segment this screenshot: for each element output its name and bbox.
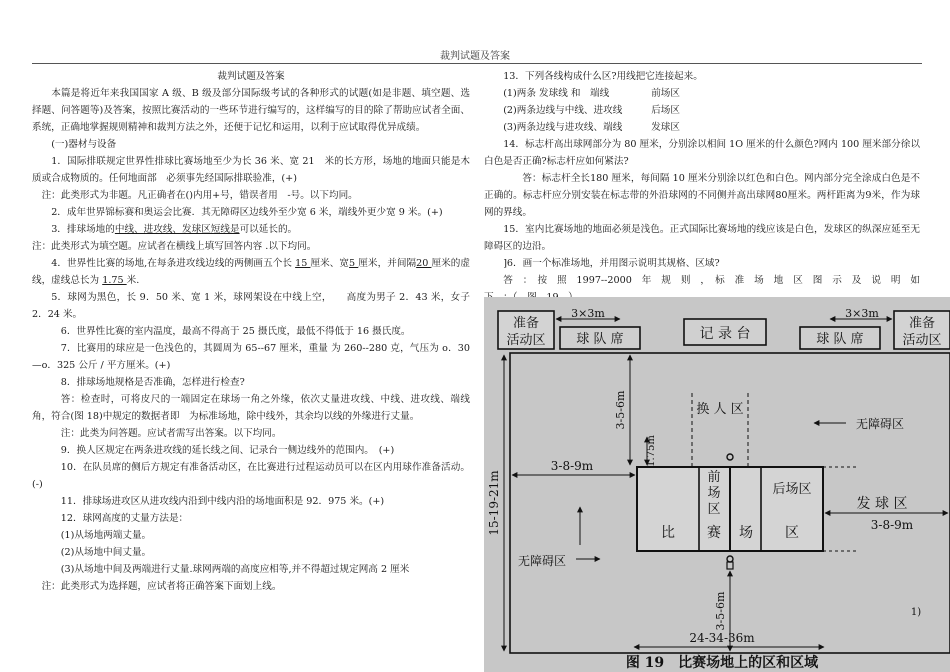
back-zone-label: 后场区 — [772, 482, 812, 497]
warmup-right-line2: 活动区 — [902, 333, 942, 348]
match-left: (3)两条边线与进攻线、端线 — [503, 122, 623, 133]
first-referee-mark — [727, 556, 733, 562]
match-left: (2)两条边线与中线、进攻线 — [503, 105, 623, 116]
scorer-table-label: 记 录 台 — [699, 326, 751, 342]
q3-text-post: 可以延长的。 — [239, 224, 298, 235]
option-12-1: (1)从场地两端丈量。 — [60, 530, 152, 541]
front-zone-3: 区 — [707, 502, 721, 517]
court-label-3: 场 — [739, 525, 753, 541]
bench-right-label: 球 队 席 — [816, 332, 864, 347]
header-rule — [32, 63, 922, 64]
dim-356-top: 3-5-6m — [614, 390, 627, 430]
substitution-zone-label: 换 人 区 — [696, 402, 744, 417]
free-zone-label-top: 无障碍区 — [855, 417, 905, 431]
figure-side-number: 1) — [910, 607, 922, 618]
dim-356-bottom: 3-5-6m — [714, 591, 727, 631]
q4-text: 厘米、宽 — [310, 258, 350, 269]
question-8: 8．排球场地规格是否准确，怎样进行检查? — [60, 377, 245, 388]
right-column — [484, 68, 920, 306]
option-12-2: (2)从场地中间丈量。 — [60, 547, 152, 558]
q3-text-pre: 3．排球场地的 — [51, 224, 115, 235]
answer-14: 答：标志杆全长180 厘米，每间隔 10 厘米分别涂以红色和白色。网内部分完全涂成白色是不正确的。标志杆应分别安装在标志带的外沿球网的不同侧并高出球网80厘米。两杆距离为9米，作为球网的界线。 — [484, 173, 920, 218]
match-row — [484, 102, 920, 119]
question-6: 6．世界性比赛的室内温度，最高不得高于 25 摄氏度，最低不得低于 16 摄氏度。 — [60, 326, 411, 337]
note-12: 注：此类形式为选择题，应试者将正确答案下面划上线。 — [41, 581, 282, 592]
dim-24-34-36: 24-34-36m — [689, 631, 755, 645]
document-title: 裁判试题及答案 — [217, 71, 285, 82]
question-11: 11．排球场进攻区从进攻线内沿到中线内沿的场地面积是 92．975 米。(+) — [60, 496, 385, 507]
q4-blank-width: 5 — [349, 258, 359, 269]
q4-blank-gap: 20 — [416, 258, 432, 269]
intro-paragraph: 本篇是将近年来我国国家 A 级、B 级及部分国际级考试的各种形式的试题(如是非题、填空题、选择题、问答题等)及答案，按照比赛活动的一些环节进行编写的，这样编写的目的除了帮助应试者全面、系统，正确地掌握规则精神和裁判方法之外，还便于记忆和运用，以利于应试取得优异成绩。 — [32, 88, 470, 133]
question-4 — [32, 255, 470, 289]
court-diagram-figure — [484, 297, 950, 672]
section-heading: (一)器材与设备 — [51, 139, 117, 150]
warmup-left-line1: 准备 — [512, 316, 540, 331]
warmup-right-line1: 准备 — [908, 316, 936, 331]
q3-underlined: 中线、进攻线、发球区短线是 — [114, 224, 240, 235]
warmup-left-line2: 活动区 — [506, 333, 546, 348]
figure-caption: 图 19 比赛场地上的区和区域 — [625, 655, 819, 671]
question-14: 14．标志杆高出球网部分为 80 厘米，分别涂以相间 1O 厘米的什么颜色?网内 100 厘米部分徐以白色是否正确?标志杆应如何紧法? — [484, 139, 920, 167]
dim-175: 1.75m — [646, 435, 657, 467]
dim-389-left: 3-8-9m — [550, 459, 594, 473]
q4-text: 4．世界性比赛的场地,在每条进攻线边线的两侧画五个长 — [51, 258, 296, 269]
court-label-4: 区 — [785, 525, 799, 541]
answer-16: 答 ： 按 照 1997--2000 年 规 则 ， 标 准 场 地 区 图 示 及 说 明 如 — [503, 275, 920, 286]
question-2: 2．成年世界锦标赛和奥运会比赛．其无障碍区边线外至少宽 6 米，端线外更少宽 9 米。(+) — [51, 207, 443, 218]
note-3: 注：此类形式为填空题。应试者在横线上填写回答内容 .以下均同。 — [32, 241, 317, 252]
serve-zone-label: 发 球 区 — [856, 496, 908, 512]
question-10: 10．在队员席的侧后方规定有准备活动区，在比赛进行过程运动员可以在区内用球作准备活动。(-) — [32, 462, 470, 490]
answer-8: 答：检查时，可将皮尺的一端固定在球场一角之外缘，依次丈量进攻线、中线、进攻线、端线角，符合(图 18)中规定的数据者即 为标准场地，除中线外，其余均以线的外缘进行丈量。 — [32, 394, 470, 422]
q4-blank-length: 15 — [295, 258, 311, 269]
match-right: 前场区 — [651, 88, 680, 99]
question-15: 15．室内比赛场地的地面必须是浅色。正式国际比赛场地的线应该是白色，发球区的纵深应延至无障碍区的边沿。 — [484, 224, 920, 252]
dim-15-19-21: 15-19-21m — [487, 470, 501, 536]
match-row — [484, 119, 920, 136]
bench-left-label: 球 队 席 — [576, 332, 624, 347]
question-7: 7．比赛用的球应是一色浅色的，其圆周为 65--67 厘米，重量 为 260--280 克，气压为 o．30—o．325 公斤 / 平方厘米。(+) — [32, 343, 470, 371]
match-row — [484, 85, 920, 102]
dim-3x3-left: 3×3m — [571, 307, 605, 320]
question-9: 9．换人区规定在两条进攻线的延长线之间、记录台一侧边线外的范围内。 (+) — [60, 445, 395, 456]
court-label-2: 赛 — [707, 525, 721, 541]
note-8: 注：此类为问答题。应试者需写出答案。以下均同。 — [60, 428, 282, 439]
q4-text: 米. — [126, 275, 140, 286]
question-1: 1．国际排联规定世界性排球比赛场地至少为长 36 米、宽 21 米的长方形，场地的地面只能是木质或合成物质的。任何地面部 必须事先经国际排联验准，(+) — [32, 156, 470, 184]
option-12-3: (3)从场地中间及两端进行丈量.球网两端的高度应相等,并不得超过规定网高 2 厘米 — [60, 564, 410, 575]
match-left: (1)两条 发球线 和 端线 — [503, 88, 610, 99]
free-zone-label-bottom: 无障碍区 — [517, 554, 567, 568]
second-referee-mark — [727, 454, 733, 460]
note-1: 注：此类形式为非题。凡正确者在()内用+号，错误者用 -号。以下均同。 — [41, 190, 358, 201]
question-13: 13．下列各线构成什么区?用线把它连接起来。 — [503, 71, 703, 82]
dim-3x3-right: 3×3m — [845, 307, 879, 320]
running-header: 裁判试题及答案 — [440, 51, 510, 62]
court-label-1: 比 — [661, 525, 675, 541]
question-16: ]6．画一个标准场地，并用图示说明其规格、区域? — [503, 258, 720, 269]
question-12: 12．球网高度的丈量方法是： — [60, 513, 189, 524]
question-3 — [32, 221, 470, 238]
front-zone-1: 前 — [707, 470, 721, 485]
match-right: 发球区 — [651, 122, 680, 133]
q4-text: 厘米的虚线，虚线总长为 — [32, 258, 471, 286]
q4-text: 厘米，并间隔 — [358, 258, 417, 269]
court-diagram — [484, 297, 950, 672]
match-right: 后场区 — [651, 105, 680, 116]
question-5: 5．球网为黑色，长 9．50 米、宽 1 米，球网架设在中线上空， 高度为男子 2．43 米，女子 2．24 米。 — [32, 292, 470, 320]
dim-389-right: 3-8-9m — [870, 518, 914, 532]
left-column — [32, 68, 470, 595]
front-zone-2: 场 — [707, 486, 721, 501]
q4-blank-total: 1.75 — [102, 275, 127, 286]
